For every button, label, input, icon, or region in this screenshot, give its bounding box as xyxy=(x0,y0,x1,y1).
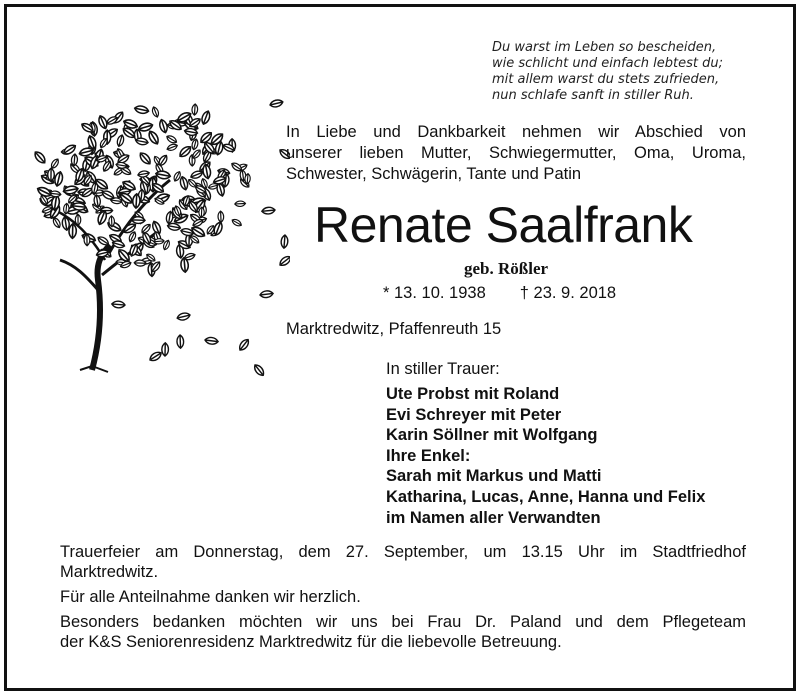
mourners-heading: In stiller Trauer: xyxy=(386,360,500,378)
leaf-mark xyxy=(235,201,246,207)
poem-line: nun schlafe sanft in stiller Ruh. xyxy=(492,88,694,103)
mourner-entry: Ihre Enkel: xyxy=(386,446,471,465)
leaf-mark xyxy=(281,235,289,249)
leaf-mark xyxy=(162,343,169,356)
leaf-mark xyxy=(237,338,250,352)
leaf-mark xyxy=(33,150,48,165)
memorial-poem xyxy=(492,40,762,104)
leaf-mark xyxy=(179,176,189,191)
life-dates xyxy=(383,284,616,303)
mourner-entry: Sarah mit Markus und Matti xyxy=(386,467,602,486)
mourner-entry: Evi Schreyer mit Peter xyxy=(386,405,562,424)
leaf-mark xyxy=(166,143,178,152)
leaf-mark xyxy=(230,161,243,172)
leaf-mark xyxy=(158,119,169,134)
leaf-mark xyxy=(278,254,290,267)
leaf-mark xyxy=(96,235,110,247)
leaf-mark xyxy=(260,290,274,298)
poem-line: Du warst im Leben so bescheiden, xyxy=(492,40,717,55)
intro-line: Schwester, Schwägerin, Tante und Patin xyxy=(286,165,582,183)
intro-line: In Liebe und Dankbarkeit nehmen wir Abschied von xyxy=(286,123,746,141)
leaf-mark xyxy=(252,363,265,377)
mourner-entry: Ute Probst mit Roland xyxy=(386,385,560,403)
leaf-mark xyxy=(109,216,115,227)
leaf-mark xyxy=(75,214,80,225)
deceased-name: Renate Saalfrank xyxy=(314,197,693,253)
poem-line: wie schlicht und einfach lebtest du; xyxy=(492,56,723,71)
leaf-mark xyxy=(84,234,90,246)
leaf-mark xyxy=(135,137,149,145)
address: Marktredwitz, Pfaffenreuth 15 xyxy=(286,320,502,338)
leaf-mark xyxy=(147,129,161,145)
leaf-mark xyxy=(200,110,211,125)
leaf-mark xyxy=(269,99,283,109)
leaf-mark xyxy=(48,168,55,181)
funeral-line: Marktredwitz. xyxy=(60,563,159,581)
birth-date: * 13. 10. 1938 xyxy=(383,284,486,302)
funeral-line: Trauerfeier am Donnerstag, dem 27. September, um 13.15 Uhr im Stadtfriedhof xyxy=(60,543,746,561)
leaf-mark xyxy=(202,164,212,180)
leaf-mark xyxy=(71,154,78,166)
leaf-mark xyxy=(155,170,171,180)
leaf-mark xyxy=(151,106,160,118)
leaf-mark xyxy=(205,337,219,345)
poem-line: mit allem warst du stets zufrieden, xyxy=(492,72,720,87)
leaf-mark xyxy=(131,216,145,223)
leaf-mark xyxy=(199,207,205,218)
mourner-entry: Katharina, Lucas, Anne, Hanna und Felix xyxy=(386,487,706,506)
leaf-mark xyxy=(138,151,153,166)
leaf-mark xyxy=(192,104,198,116)
leaf-mark xyxy=(53,171,63,187)
intro-line: unserer lieben Mutter, Schwiegermutter, Oma, Uroma, xyxy=(286,144,746,162)
mourners-list xyxy=(386,384,705,528)
windblown-tree-icon xyxy=(30,60,290,380)
leaf-mark xyxy=(262,207,276,215)
leaf-mark xyxy=(191,148,202,159)
leaf-mark xyxy=(231,218,243,228)
birth-name: geb. Rößler xyxy=(464,259,549,278)
death-date: † 23. 9. 2018 xyxy=(519,284,617,302)
special-thanks-line: Besonders bedanken möchten wir uns bei Frau Dr. Paland und dem Pflegeteam xyxy=(60,613,746,631)
leaf-mark xyxy=(132,194,140,209)
special-thanks-line: der K&S Seniorenresidenz Marktredwitz für die liebevolle Betreuung. xyxy=(60,633,562,651)
leaf-mark xyxy=(165,134,177,145)
leaf-mark xyxy=(176,312,190,322)
leaf-mark xyxy=(137,170,149,178)
leaf-mark xyxy=(218,211,224,222)
leaf-mark xyxy=(148,350,163,363)
farewell-intro xyxy=(286,122,746,185)
leaf-mark xyxy=(177,335,184,348)
leaf-mark xyxy=(116,134,125,147)
funeral-notice xyxy=(60,542,746,582)
special-thanks xyxy=(60,612,746,652)
leaf-mark xyxy=(69,224,77,239)
thanks-note: Für alle Anteilnahme danken wir herzlich. xyxy=(60,588,361,606)
leaf-mark xyxy=(112,301,126,309)
leaf-mark xyxy=(134,260,146,266)
mourner-entry: im Namen aller Verwandten xyxy=(386,508,601,527)
mourner-entry: Karin Söllner mit Wolfgang xyxy=(386,426,598,445)
leaf-mark xyxy=(116,162,128,169)
leaf-mark xyxy=(134,105,149,115)
footer-notes xyxy=(60,542,746,657)
